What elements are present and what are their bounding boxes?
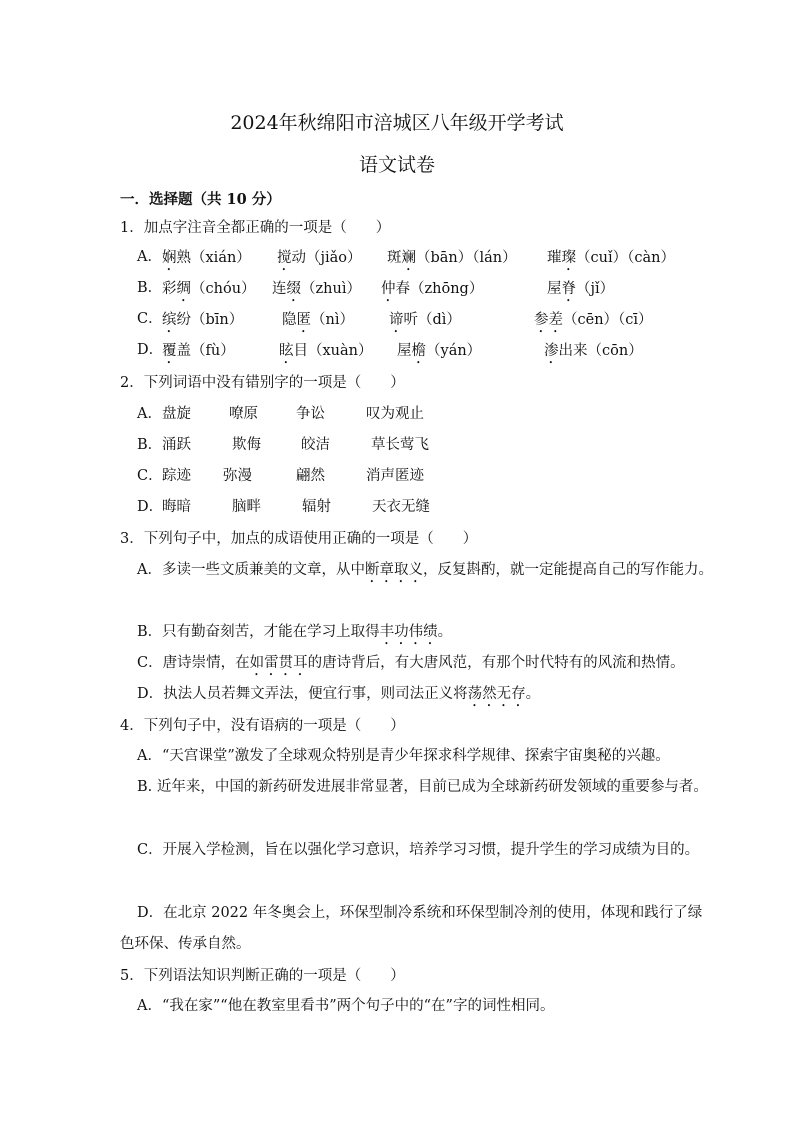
q4-option-a: A．“天宫课堂”激发了全球观众特别是青少年探求科学规律、探索宇宙奥秘的兴趣。 [137, 748, 670, 764]
q4-option-d-line2: 色环保、传承自然。 [120, 936, 251, 952]
q5-stem: 5．下列语法知识判断正确的一项是（ ） [120, 968, 405, 984]
q3-option-b: B．只有勤奋刻苦，才能在学习上取得丰功伟绩。 [137, 624, 453, 640]
q1-c-item-1: 缤纷（bīn） [162, 312, 244, 328]
exam-subtitle: 语文试卷 [358, 154, 435, 176]
section-heading: 一．选择题（共 10 分） [120, 191, 281, 208]
q1-d-item-1: 覆盖（fù） [162, 343, 235, 359]
q1-a-item-2: 搅动（jiǎo） [277, 250, 362, 266]
q1-b-item-3: 仲春（zhōng） [381, 281, 484, 297]
q2-stem: 2．下列词语中没有错别字的一项是（ ） [120, 375, 405, 391]
q1-d-item-3: 屋檐（yán） [397, 343, 482, 359]
q1-d-item-2: 眩目（xuàn） [279, 343, 373, 359]
q1-d-item-4: 渗出来（cōn） [544, 343, 643, 359]
q3-option-d: D．执法人员若舞文弄法，便宜行事，则司法正义将荡然无存。 [137, 686, 541, 702]
q1-b-item-4: 屋脊（jǐ） [547, 281, 615, 297]
q1-b-item-2: 连缀（zhuì） [272, 281, 361, 297]
q1-c-item-2: 隐匿（nì） [282, 312, 354, 328]
q1-stem: 1．加点字注音全都正确的一项是（ ） [120, 220, 391, 236]
q1-a-item-3: 斑斓（bān）（lán） [387, 250, 517, 266]
q1-b-item-1: 彩绸（chóu） [162, 281, 256, 297]
q4-stem: 4．下列句子中，没有语病的一项是（ ） [120, 718, 405, 734]
q4-option-b: B. 近年来，中国的新药研发进展非常显著，目前已成为全球新药研发领域的重要参与者。 [137, 779, 708, 795]
q4-option-d-line1: D．在北京 2022 年冬奥会上，环保型制冷系统和环保型制冷剂的使用，体现和践行了绿 [137, 905, 703, 921]
q3-stem: 3．下列句子中，加点的成语使用正确的一项是（ ） [120, 531, 478, 547]
q5-option-a: A．“我在家”“他在教室里看书”两个句子中的“在”字的词性相同。 [137, 998, 555, 1014]
q1-a-item-4: 璀璨（cuǐ）（càn） [547, 250, 675, 266]
exam-title: 2024年秋绵阳市涪城区八年级开学考试 [230, 112, 564, 134]
q4-option-c: C．开展入学检测，旨在以强化学习意识，培养学习习惯，提升学生的学习成绩为目的。 [137, 842, 700, 858]
q1-c-item-3: 谛听（dì） [389, 312, 461, 328]
q3-option-c: C．唐诗崇情，在如雷贯耳的唐诗背后，有大唐风范，有那个时代特有的风流和热情。 [137, 655, 685, 671]
exam-page: 2024年秋绵阳市涪城区八年级开学考试 语文试卷 一．选择题（共 10 分） 1．加点字注音全都正确的一项是（ ） A． 娴熟（xián） 搅动（jiǎo） 斑斓（bān）（lán） 璀璨（cuǐ）（càn） B． 彩绸（chóu） 连缀（zhuì） 仲春（zhōng） 屋脊（jǐ） C． 缤纷（bīn） 隐匿（nì） 谛听（dì） 参差（cēn）（cī） D． 覆盖（fù） 眩目（xuàn） 屋檐（yán） 渗出来（cōn） 2．下列词语中没有错别字的一项是（ ） A． 盘旋 嘹原 争讼 叹为观止 B． 涌跃 欺侮 皎洁 草长莺飞 C． 踪迹 弥漫 翩然 消声匿迹 D． 晦暗 脑畔 辐射 天衣无缝 3．下列句子中，加点的成语使用正确的一项是（ ） A．多读一些文质兼美的文章，从中断章取义，反复斟酌，就一定能提高自己的写作能力。 B．只有勤奋刻苦，才能在学习上取得丰功伟绩。 C．唐诗崇情，在如雷贯耳的唐诗背后，有大唐风范，有那个时代特有的风流和热情。 D．执法人员若舞文弄法，便宜行事，则司法正义将荡然无存。 4．下列句子中，没有语病的一项是（ ） A．“天宫课堂”激发了全球观众特别是青少年探求科学规律、探索宇宙奥秘的兴趣。 B. 近年来，中国的新药研发进展非常显著，目前已成为全球新药研发领域的重要参与者。 C．开展入学检测，旨在以强化学习意识，培养学习习惯，提升学生的学习成绩为目的。 D．在北京 2022 年冬奥会上，环保型制冷系统和环保型制冷剂的使用，体现和践行了绿 色环保、传承自然。 5．下列语法知识判断正确的一项是（ ） A．“我在家”“他在教室里看书”两个句子中的“在”字的词性相同。 [0, 0, 794, 1124]
q3-option-a: A．多读一些文质兼美的文章，从中断章取义，反复斟酌，就一定能提高自己的写作能力。 [137, 562, 713, 578]
q1-c-item-4: 参差（cēn）（cī） [534, 312, 653, 328]
q1-a-item-1: 娴熟（xián） [162, 250, 251, 266]
